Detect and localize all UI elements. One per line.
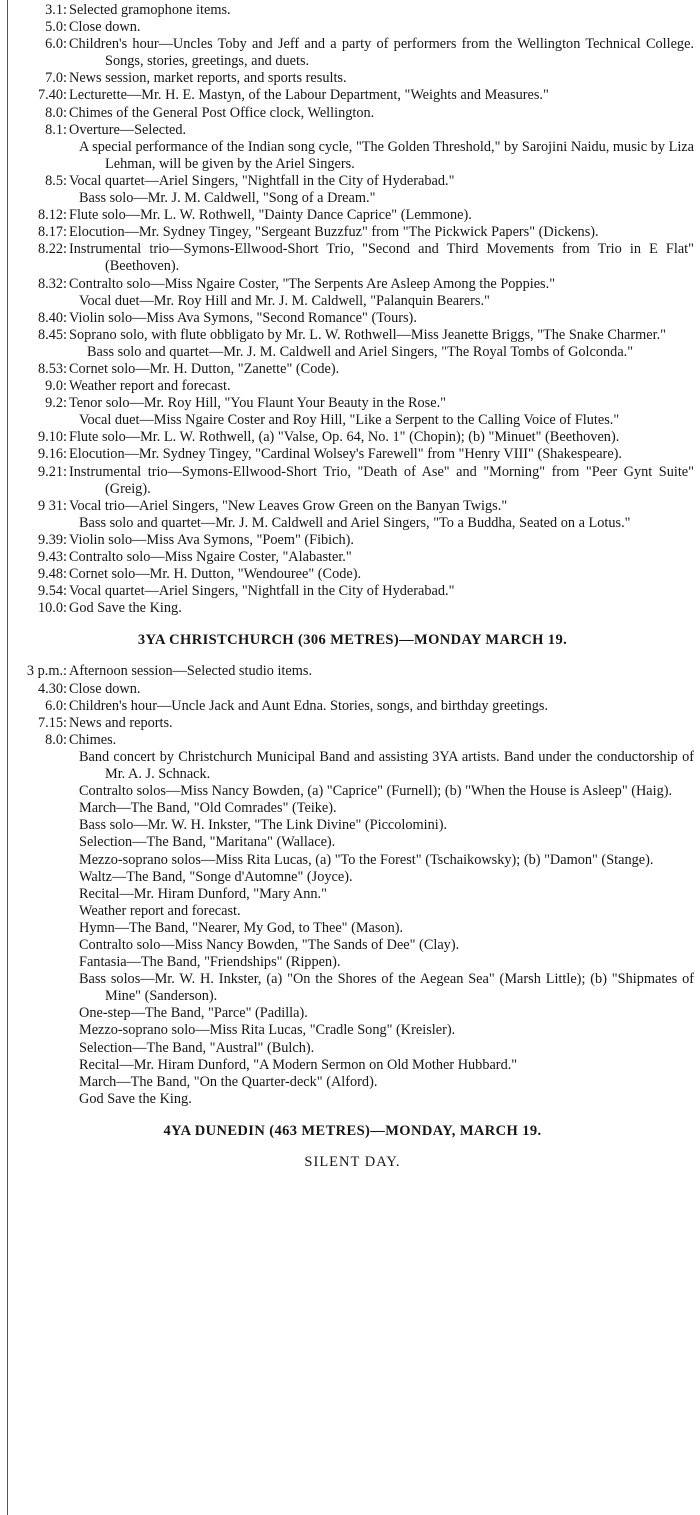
programme-column [11,2,694,1171]
entry-text: Recital—Mr. Hiram Dunford, "Mary Ann." [79,885,327,902]
entry-time: 5.0: [45,19,67,36]
programme-sub-entry [11,834,694,851]
entry-text: Lecturette—Mr. H. E. Mastyn, of the Labour Department, "Weights and Measures." [69,87,549,104]
entry-text: Instrumental trio—Symons-Ellwood-Short Trio, "Second and Third Movements from Trio in E Flat" (Beethoven). [69,241,694,275]
entry-time: 10.0: [38,600,67,617]
programme-entry [11,19,694,36]
entry-text: Afternoon session—Selected studio items. [69,663,313,680]
dunedin-heading: 4YA DUNEDIN (463 METRES)—MONDAY, MARCH 19. [163,1122,542,1139]
entry-time: 9.48: [38,566,67,583]
programme-entry [11,715,694,732]
programme-sub-entry [11,971,694,1005]
entry-time: 8.22: [38,241,67,258]
programme-entry [11,87,694,104]
dunedin-note: SILENT DAY. [304,1154,401,1170]
entry-text: Violin solo—Miss Ava Symons, "Second Romance" (Tours). [69,309,417,326]
entry-text: Vocal trio—Ariel Singers, "New Leaves Grow Green on the Banyan Twigs." [69,497,508,514]
programme-entry [11,276,694,293]
entry-time: 3 p.m.: [26,663,67,680]
programme-entry [11,310,694,327]
programme-entry [11,241,694,275]
entry-text: Elocution—Mr. Sydney Tingey, "Cardinal Wolsey's Farewell" from "Henry VIII" (Shakespeare). [69,446,622,463]
programme-sub-entry [11,817,694,834]
programme-sub-entry [11,412,694,429]
entry-time: 8.53: [38,360,67,377]
entry-text: Bass solo—Mr. W. H. Inkster, "The Link Divine" (Piccolomini). [79,817,448,834]
entry-time: 9.2: [45,395,67,412]
entry-text: Close down. [69,680,141,697]
programme-sub-entry [11,886,694,903]
entry-time: 8.32: [38,275,67,292]
programme-sub-entry [11,954,694,971]
entry-text: Overture—Selected. [69,121,187,138]
entry-text: News and reports. [69,714,173,731]
entry-text: Band concert by Christchurch Municipal Band and assisting 3YA artists. Band under the conductorship of Mr. A. J. Schnack. [79,748,694,783]
entry-time: 8.40: [38,309,67,326]
entry-time: 8.0: [45,731,67,748]
programme-entry [11,2,694,19]
programme-entry [11,566,694,583]
entry-text: Chimes. [69,731,117,748]
entry-time: 7.40: [38,87,67,104]
column-rule [7,0,8,1515]
entry-text: Violin solo—Miss Ava Symons, "Poem" (Fibich). [69,531,354,548]
entry-text: Bass solo and quartet—Mr. J. M. Caldwell and Ariel Singers, "The Royal Tombs of Golconda." [87,343,634,360]
entry-text: Cornet solo—Mr. H. Dutton, "Zanette" (Code). [69,360,340,377]
entry-time: 8.12: [38,207,67,224]
entry-time: 8.17: [38,224,67,241]
entry-text: One-step—The Band, "Parce" (Padilla). [79,1005,308,1022]
entry-time: 9.16: [38,446,67,463]
programme-sub-entry [11,1091,694,1108]
entry-text: Contralto solo—Miss Ngaire Coster, "The Serpents Are Asleep Among the Poppies." [69,275,556,292]
programme-entry [11,663,694,680]
entry-text: Mezzo-soprano solo—Miss Rita Lucas, "Cradle Song" (Kreisler). [79,1022,456,1039]
entry-time: 8.1: [45,121,67,138]
programme-sub-entry [11,515,694,532]
programme-sub-entry [11,1057,694,1074]
entry-text: Weather report and forecast. [79,902,241,919]
programme-entry [11,122,694,139]
programme-sub-entry [11,293,694,310]
entry-time: 6.0: [45,697,67,714]
entry-time: 8.5: [45,172,67,189]
programme-entry [11,224,694,241]
entry-text: Children's hour—Uncles Toby and Jeff and a party of performers from the Wellington Technical College. Songs, stories, greetings, and duets. [69,36,694,70]
entry-time: 8.0: [45,104,67,121]
programme-note [11,139,694,173]
programme-entry [11,327,694,344]
programme-entry [11,583,694,600]
entry-text: Close down. [69,19,141,36]
programme-entry [11,732,694,749]
entry-time: 8.45: [38,326,67,343]
programme-sub-entry [11,869,694,886]
entry-text: Instrumental trio—Symons-Ellwood-Short Trio, "Death of Ase" and "Morning" from "Peer Gynt Suite" (Greig). [69,463,694,497]
programme-sub-entry [11,903,694,920]
programme-sub-entry [11,1022,694,1039]
entry-text: Bass solos—Mr. W. H. Inkster, (a) "On the Shores of the Aegean Sea" (Marsh Little); (b) "Shipmates of Mine" (Sanderson). [79,971,694,1005]
christchurch-heading: 3YA CHRISTCHURCH (306 METRES)—MONDAY MARCH 19. [137,632,568,649]
programme-entry [11,173,694,190]
programme-entry [11,681,694,698]
entry-text: Flute solo—Mr. L. W. Rothwell, "Dainty Dance Caprice" (Lemmone). [69,207,472,224]
programme-sub-entry [11,1005,694,1022]
entry-text: Selection—The Band, "Austral" (Bulch). [79,1039,315,1056]
entry-text: Selection—The Band, "Maritana" (Wallace). [79,834,336,851]
programme-entry [11,207,694,224]
programme-sub-entry [11,937,694,954]
entry-text: Mezzo-soprano solos—Miss Rita Lucas, (a) "To the Forest" (Tschaikowsky); (b) "Damon" (Stange). [79,851,654,868]
programme-entry [11,395,694,412]
entry-time: 9.39: [38,531,67,548]
programme-entry [11,549,694,566]
entry-text: God Save the King. [79,1090,192,1107]
entry-text: Vocal duet—Miss Ngaire Coster and Roy Hill, "Like a Serpent to the Calling Voice of Flutes." [79,412,620,429]
programme-entry [11,532,694,549]
entry-text: Vocal quartet—Ariel Singers, "Nightfall in the City of Hyderabad." [69,172,455,189]
programme-sub-entry [11,344,694,361]
programme-entry [11,378,694,395]
entry-time: 9.0: [45,378,67,395]
programme-sub-entry [11,852,694,869]
entry-text: Cornet solo—Mr. H. Dutton, "Wendouree" (Code). [69,566,362,583]
entry-text: Vocal duet—Mr. Roy Hill and Mr. J. M. Caldwell, "Palanquin Bearers." [79,292,490,309]
entry-text: Recital—Mr. Hiram Dunford, "A Modern Sermon on Old Mother Hubbard." [79,1056,518,1073]
programme-sub-entry [11,1074,694,1091]
programme-entry [11,361,694,378]
entry-text: A special performance of the Indian song cycle, "The Golden Threshold," by Sarojini Naidu, music by Liza Lehman, will be given by the Ariel Singers. [79,138,694,172]
programme-entry [11,429,694,446]
programme-entry [11,105,694,122]
entry-text: Bass solo—Mr. J. M. Caldwell, "Song of a Dream." [79,190,376,207]
entry-time: 9.43: [38,549,67,565]
entry-time: 9.54: [38,583,67,600]
programme-sub-entry [11,1040,694,1057]
entry-text: Elocution—Mr. Sydney Tingey, "Sergeant Buzzfuz" from "The Pickwick Papers" (Dickens). [69,224,599,241]
programme-entry [11,70,694,87]
programme-sub-entry [11,749,694,783]
entry-text: Contralto solo—Miss Nancy Bowden, "The Sands of Dee" (Clay). [79,936,460,953]
entry-text: Waltz—The Band, "Songe d'Automne" (Joyce). [79,868,353,885]
entry-time: 7.15: [38,714,67,731]
entry-text: God Save the King. [69,600,182,617]
programme-entry [11,498,694,515]
entry-text: Chimes of the General Post Office clock, Wellington. [69,104,375,121]
entry-time: 3.1: [45,2,67,18]
entry-text: Weather report and forecast. [69,378,231,395]
programme-entry [11,698,694,715]
programme-entry [11,600,694,617]
entry-text: Vocal quartet—Ariel Singers, "Nightfall in the City of Hyderabad." [69,583,455,600]
programme-entry [11,464,694,498]
entry-text: Fantasia—The Band, "Friendships" (Rippen). [79,954,341,971]
entry-time: 9.10: [38,429,67,446]
entry-text: Tenor solo—Mr. Roy Hill, "You Flaunt Your Beauty in the Rose." [69,395,446,412]
programme-sub-entry [11,190,694,207]
entry-text: Children's hour—Uncle Jack and Aunt Edna. Stories, songs, and birthday greetings. [69,697,549,714]
entry-text: News session, market reports, and sports results. [69,70,347,87]
entry-text: Bass solo and quartet—Mr. J. M. Caldwell and Ariel Singers, "To a Buddha, Seated on a Lotus." [79,514,631,531]
entry-text: Contralto solos—Miss Nancy Bowden, (a) "Caprice" (Furnell); (b) "When the House is Asleep" (Haig). [79,783,673,800]
entry-text: Soprano solo, with flute obbligato by Mr. L. W. Rothwell—Miss Jeanette Briggs, "The Snake Charmer." [69,326,666,343]
programme-sub-entry [11,920,694,937]
entry-time: 4.30: [38,680,67,697]
entry-text: Hymn—The Band, "Nearer, My God, to Thee" (Mason). [79,919,404,936]
entry-text: Contralto solo—Miss Ngaire Coster, "Alabaster." [69,549,352,565]
entry-text: Flute solo—Mr. L. W. Rothwell, (a) "Valse, Op. 64, No. 1" (Chopin); (b) "Minuet" (Beethoven). [69,429,620,446]
entry-time: 6.0: [45,36,67,53]
entry-text: March—The Band, "Old Comrades" (Teike). [79,800,337,817]
entry-time: 7.0: [45,70,67,87]
programme-sub-entry [11,783,694,800]
programme-sub-entry [11,800,694,817]
wellington-programme [11,2,694,617]
programme-entry [11,446,694,463]
christchurch-programme [11,663,694,1107]
programme-entry [11,36,694,70]
entry-text: Selected gramophone items. [69,2,231,18]
entry-time: 9 31: [38,497,67,514]
entry-text: March—The Band, "On the Quarter-deck" (Alford). [79,1073,378,1090]
entry-time: 9.21: [38,463,67,480]
